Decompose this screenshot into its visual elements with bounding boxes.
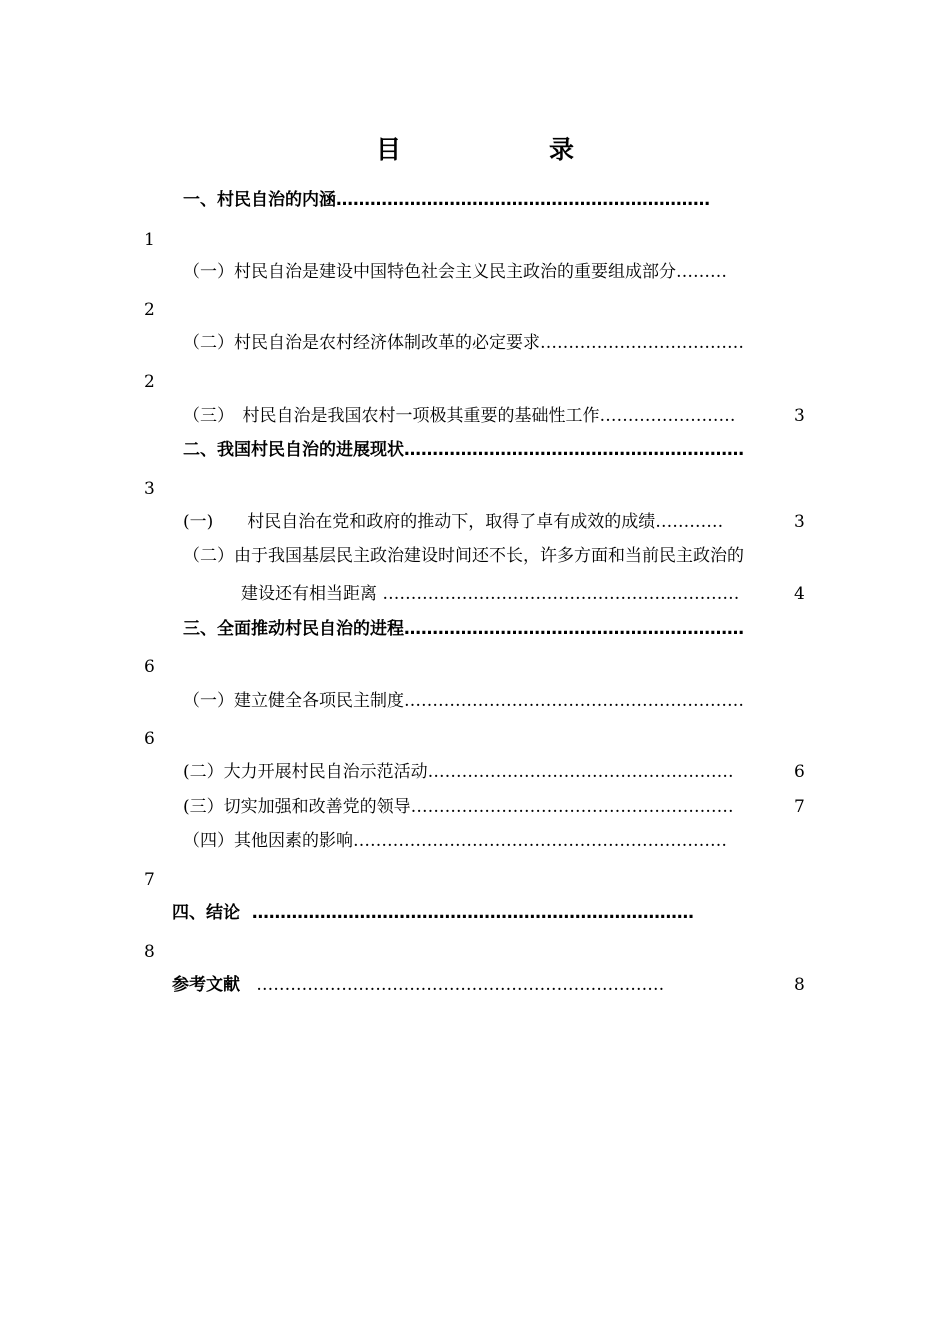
- toc-entry-text: (三）切实加强和改善党的领导: [183, 797, 411, 817]
- toc-page-number: 3: [794, 406, 805, 426]
- toc-entry-text: （二）村民自治是农村经济体制改革的必定要求: [183, 333, 540, 353]
- toc-entry-2[interactable]: [183, 438, 744, 462]
- toc-entry-4[interactable]: [172, 901, 694, 925]
- toc-entry-text: 四、结论: [172, 903, 240, 923]
- toc-page-number: 3: [794, 512, 805, 532]
- leader-dots: …………………………………………………………: [353, 831, 727, 851]
- toc-entry-2-2-cont[interactable]: [241, 582, 739, 606]
- toc-entry-text: （一）建立健全各项民主制度: [183, 691, 404, 711]
- leader-dots: ………: [676, 262, 727, 282]
- toc-page-number: 3: [144, 479, 155, 499]
- toc-entry-3-1[interactable]: [183, 689, 744, 713]
- toc-page-number: 7: [794, 797, 805, 817]
- toc-entry-3-4[interactable]: [183, 829, 727, 853]
- leader-dots: ……………………………………………………: [404, 691, 744, 711]
- leader-dots: …………………………………………………………: [336, 190, 710, 210]
- toc-page-number: 4: [794, 584, 805, 604]
- toc-page-number: 1: [144, 230, 155, 250]
- toc-page-number: 8: [794, 975, 805, 995]
- leader-dots: ……………………………………………………: [404, 440, 744, 460]
- toc-entry-1-2[interactable]: [183, 331, 744, 355]
- leader-dots: …………………………………………………: [410, 797, 734, 817]
- leader-dots: ………………………………………………………: [382, 584, 740, 604]
- leader-dots: ……………………: [599, 406, 736, 426]
- toc-entry-text: （四）其他因素的影响: [183, 831, 353, 851]
- toc-entry-2-1[interactable]: [183, 510, 723, 534]
- toc-page-number: 2: [144, 372, 155, 392]
- toc-entry-2-2[interactable]: [183, 544, 744, 568]
- toc-page-number: 6: [144, 729, 155, 749]
- toc-entry-text: (一) 村民自治在党和政府的推动下，取得了卓有成效的成绩: [183, 512, 656, 532]
- toc-title-char-2: 录: [549, 135, 575, 164]
- toc-entry-text: (二）大力开展村民自治示范活动: [183, 762, 428, 782]
- toc-entry-text: （二）由于我国基层民主政治建设时间还不长，许多方面和当前民主政治的: [183, 546, 744, 566]
- leader-dots: ………………………………: [540, 333, 744, 353]
- toc-entry-text: 参考文献: [172, 975, 240, 995]
- toc-page-number: 6: [144, 657, 155, 677]
- toc-entry-text: 一、村民自治的内涵: [183, 190, 336, 210]
- toc-page-number: 8: [144, 942, 155, 962]
- toc-entry-references[interactable]: [172, 973, 664, 997]
- toc-entry-3-3[interactable]: [183, 795, 734, 819]
- toc-entry-text: 三、全面推动村民自治的进程: [183, 619, 404, 639]
- toc-entry-1-3[interactable]: [183, 404, 736, 428]
- toc-entry-text: （一）村民自治是建设中国特色社会主义民主政治的重要组成部分: [183, 262, 676, 282]
- toc-entry-3[interactable]: [183, 617, 744, 641]
- toc-page-number: 2: [144, 300, 155, 320]
- toc-page-number: 6: [794, 762, 805, 782]
- leader-dots: ……………………………………………………: [404, 619, 744, 639]
- leader-dots: …………: [655, 512, 724, 532]
- toc-title-char-1: 目: [375, 135, 401, 164]
- toc-entry-text: （三） 村民自治是我国农村一项极其重要的基础性工作: [183, 406, 600, 426]
- toc-entry-1[interactable]: [183, 188, 710, 212]
- leader-dots: ………………………………………………: [427, 762, 734, 782]
- toc-title: [0, 130, 950, 166]
- toc-entry-text: 二、我国村民自治的进展现状: [183, 440, 404, 460]
- toc-page-number: 7: [144, 870, 155, 890]
- toc-entry-text: 建设还有相当距离: [241, 584, 377, 604]
- toc-entry-3-2[interactable]: [183, 760, 734, 784]
- leader-dots: ………………………………………………………………: [256, 975, 665, 995]
- leader-dots: ……………………………………………………………………: [251, 903, 694, 923]
- toc-entry-1-1[interactable]: [183, 260, 727, 284]
